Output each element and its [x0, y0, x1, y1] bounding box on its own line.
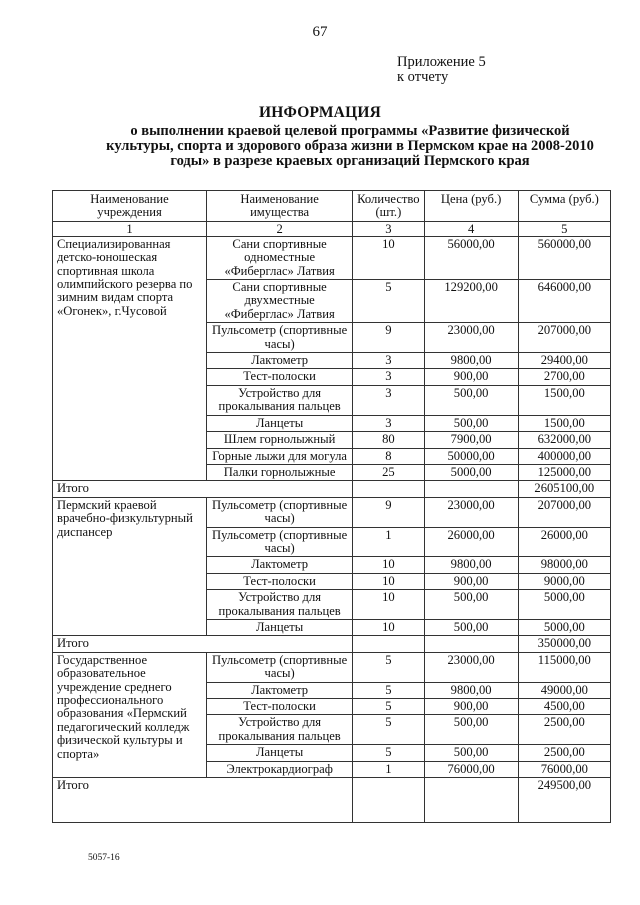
total-price-empty: [424, 636, 518, 652]
page-number: 67: [312, 24, 328, 40]
header-property: Наименование имущества: [207, 191, 353, 222]
document-subtitle: о выполнении краевой целевой программы «Развитие физической культуры, спорта и здорового образа жизни в Пермском крае на 2008-2010 годы» в разрезе краевых организаций Пермского края: [106, 123, 594, 169]
item-sum: 560000,00: [518, 236, 610, 279]
item-sum: 9000,00: [518, 573, 610, 589]
item-sum: 646000,00: [518, 280, 610, 323]
header-sum: Сумма (руб.): [518, 191, 610, 222]
item-name: Устройство для прокалывания пальцев: [207, 715, 353, 745]
item-name: Тест-полоски: [207, 699, 353, 715]
item-sum: 4500,00: [518, 699, 610, 715]
column-number: 2: [207, 221, 353, 236]
total-row: [53, 481, 611, 497]
item-price: 9800,00: [424, 682, 518, 698]
item-price: 50000,00: [424, 448, 518, 464]
total-sum: 350000,00: [518, 636, 610, 652]
item-sum: 2700,00: [518, 369, 610, 385]
header-price: Цена (руб.): [424, 191, 518, 222]
total-sum: 249500,00: [518, 778, 610, 823]
item-qty: 3: [353, 369, 424, 385]
item-name: Лактометр: [207, 353, 353, 369]
item-qty: 5: [353, 745, 424, 761]
item-name: Тест-полоски: [207, 369, 353, 385]
document-title: ИНФОРМАЦИЯ: [259, 104, 381, 121]
item-price: 500,00: [424, 590, 518, 620]
item-qty: 5: [353, 715, 424, 745]
item-qty: 5: [353, 699, 424, 715]
total-qty-empty: [353, 481, 424, 497]
item-name: Сани спортивные двухместные «Фиберглас» Латвия: [207, 280, 353, 323]
institution-name: Пермский краевой врачебно-физкультурный диспансер: [53, 497, 207, 636]
total-qty-empty: [353, 636, 424, 652]
total-row: [53, 636, 611, 652]
item-price: 26000,00: [424, 527, 518, 557]
item-qty: 10: [353, 590, 424, 620]
item-name: Ланцеты: [207, 415, 353, 431]
total-label: Итого: [53, 636, 353, 652]
total-sum: 2605100,00: [518, 481, 610, 497]
item-qty: 80: [353, 432, 424, 448]
document-code: 5057-16: [88, 853, 120, 863]
item-sum: 76000,00: [518, 761, 610, 777]
item-name: Устройство для прокалывания пальцев: [207, 590, 353, 620]
total-label: Итого: [53, 481, 353, 497]
appendix-line-1: Приложение 5: [397, 54, 486, 70]
item-name: Ланцеты: [207, 745, 353, 761]
item-qty: 10: [353, 557, 424, 573]
item-name: Лактометр: [207, 557, 353, 573]
item-name: Пульсометр (спортивные часы): [207, 527, 353, 557]
table-body: [53, 236, 611, 822]
item-sum: 29400,00: [518, 353, 610, 369]
column-number-row: [53, 221, 611, 236]
item-price: 9800,00: [424, 353, 518, 369]
item-qty: 9: [353, 323, 424, 353]
item-price: 500,00: [424, 619, 518, 635]
item-price: 7900,00: [424, 432, 518, 448]
item-price: 23000,00: [424, 652, 518, 682]
item-sum: 98000,00: [518, 557, 610, 573]
item-name: Лактометр: [207, 682, 353, 698]
table-row: [53, 652, 611, 682]
item-sum: 125000,00: [518, 464, 610, 480]
item-name: Пульсометр (спортивные часы): [207, 497, 353, 527]
item-price: 5000,00: [424, 464, 518, 480]
item-qty: 8: [353, 448, 424, 464]
item-qty: 5: [353, 280, 424, 323]
total-qty-empty: [353, 778, 424, 823]
item-sum: 26000,00: [518, 527, 610, 557]
item-sum: 49000,00: [518, 682, 610, 698]
item-name: Палки горнолыжные: [207, 464, 353, 480]
item-price: 76000,00: [424, 761, 518, 777]
total-label: Итого: [53, 778, 353, 823]
item-sum: 632000,00: [518, 432, 610, 448]
item-price: 500,00: [424, 415, 518, 431]
item-price: 500,00: [424, 385, 518, 415]
appendix-line-2: к отчету: [397, 69, 449, 85]
appendix-note: [397, 55, 486, 85]
item-qty: 10: [353, 573, 424, 589]
item-name: Электрокардиограф: [207, 761, 353, 777]
institution-name: Специализированная детско-юношеская спортивная школа олимпийского резерва по зимним видам спорта «Огонек», г.Чусовой: [53, 236, 207, 481]
institution-name: Государственное образовательное учреждение среднего профессионального образования «Пермский педагогический колледж физической культуры и спорта»: [53, 652, 207, 777]
item-qty: 3: [353, 353, 424, 369]
item-qty: 1: [353, 527, 424, 557]
item-sum: 2500,00: [518, 715, 610, 745]
item-name: Устройство для прокалывания пальцев: [207, 385, 353, 415]
item-price: 129200,00: [424, 280, 518, 323]
item-name: Горные лыжи для могула: [207, 448, 353, 464]
column-number: 5: [518, 221, 610, 236]
item-name: Ланцеты: [207, 619, 353, 635]
total-row: [53, 778, 611, 823]
item-sum: 400000,00: [518, 448, 610, 464]
item-sum: 5000,00: [518, 590, 610, 620]
item-name: Сани спортивные одноместные «Фиберглас» Латвия: [207, 236, 353, 279]
item-price: 900,00: [424, 573, 518, 589]
item-name: Тест-полоски: [207, 573, 353, 589]
item-qty: 10: [353, 236, 424, 279]
item-price: 500,00: [424, 715, 518, 745]
item-qty: 3: [353, 385, 424, 415]
column-number: 1: [53, 221, 207, 236]
item-qty: 5: [353, 652, 424, 682]
item-sum: 207000,00: [518, 323, 610, 353]
item-sum: 115000,00: [518, 652, 610, 682]
item-price: 9800,00: [424, 557, 518, 573]
total-price-empty: [424, 778, 518, 823]
item-qty: 9: [353, 497, 424, 527]
item-sum: 207000,00: [518, 497, 610, 527]
item-qty: 10: [353, 619, 424, 635]
header-institution: Наименование учреждения: [53, 191, 207, 222]
item-price: 56000,00: [424, 236, 518, 279]
column-number: 4: [424, 221, 518, 236]
item-qty: 5: [353, 682, 424, 698]
item-price: 900,00: [424, 699, 518, 715]
header-quantity: Количество (шт.): [353, 191, 424, 222]
item-price: 23000,00: [424, 497, 518, 527]
total-price-empty: [424, 481, 518, 497]
item-qty: 3: [353, 415, 424, 431]
item-qty: 1: [353, 761, 424, 777]
item-name: Пульсометр (спортивные часы): [207, 652, 353, 682]
header-row: [53, 191, 611, 222]
table-row: [53, 236, 611, 279]
item-sum: 2500,00: [518, 745, 610, 761]
column-number: 3: [353, 221, 424, 236]
item-sum: 1500,00: [518, 385, 610, 415]
table-row: [53, 497, 611, 527]
item-price: 500,00: [424, 745, 518, 761]
information-table: [52, 190, 611, 823]
item-name: Пульсометр (спортивные часы): [207, 323, 353, 353]
item-sum: 1500,00: [518, 415, 610, 431]
item-sum: 5000,00: [518, 619, 610, 635]
item-price: 23000,00: [424, 323, 518, 353]
item-qty: 25: [353, 464, 424, 480]
item-price: 900,00: [424, 369, 518, 385]
item-name: Шлем горнолыжный: [207, 432, 353, 448]
